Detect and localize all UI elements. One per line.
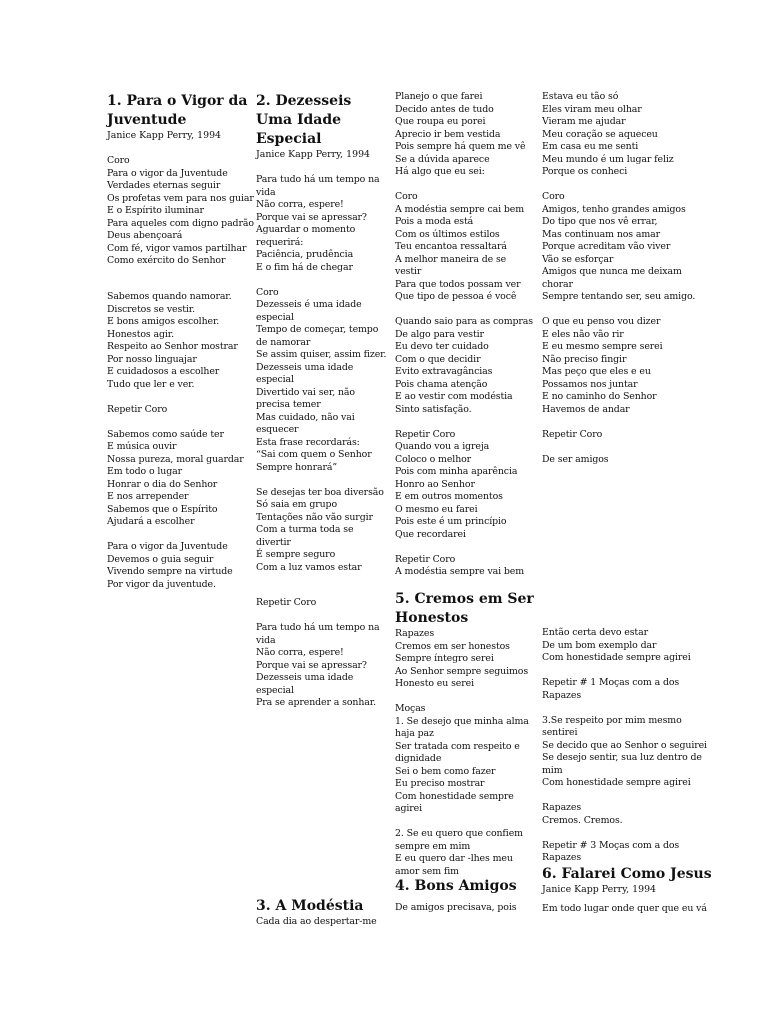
lyric-line: precisa temer <box>256 399 321 410</box>
lyric-line: especial <box>256 311 294 323</box>
lyric-line: Dezesseis é uma idade <box>256 299 362 310</box>
lyric-line: Se decido que ao Senhor o seguirei <box>542 739 707 751</box>
lyric-line: E eu mesmo sempre serei <box>542 341 663 352</box>
lyric-line: E bons amigos escolher. <box>107 316 220 327</box>
lyric-line: mim <box>542 764 563 776</box>
lyric-line: É sempre seguro <box>256 549 336 560</box>
lyric-line: Mas continuam nos amar <box>542 228 661 240</box>
lyric-line: E ao vestir com modéstia <box>395 391 513 402</box>
song-3-continued <box>395 91 535 579</box>
lyric-line: Quando vou a igreja <box>395 441 490 452</box>
lyric-line: Havemos de andar <box>542 403 630 415</box>
lyric-line: Há algo que eu sei: <box>395 166 485 177</box>
lyric-line: Pois com minha aparência <box>395 466 518 477</box>
song-2 <box>256 92 396 574</box>
lyric-line: Ajudará a escolher <box>107 516 195 527</box>
lyric-line: Com honestidade sempre agirei <box>542 652 691 663</box>
lyric-line: Se desejo sentir, sua luz dentro de <box>542 752 702 763</box>
lyric-line: Repetir # 3 Moças com a dos <box>542 839 680 851</box>
lyric-line: Só saia em grupo <box>256 499 337 510</box>
lyric-line: Divertido vai ser, não <box>256 386 355 398</box>
lyric-line: Meu coração se aqueceu <box>542 128 658 140</box>
lyric-line: Honrar o dia do Senhor <box>107 478 218 490</box>
lyric-line: sempre em mim <box>395 840 471 852</box>
lyric-line: Honesto eu serei <box>395 678 474 689</box>
lyric-line: Planejo o que farei <box>395 91 483 102</box>
lyric-line: A modéstia sempre cai bem <box>395 203 524 215</box>
lyric-line: Meu mundo é um lugar feliz <box>542 153 674 165</box>
song-title: Uma Idade <box>256 112 342 128</box>
lyric-line: Honestos agir. <box>107 328 175 340</box>
lyric-line: Deus abençoará <box>107 230 183 241</box>
stanza-gap <box>107 529 247 542</box>
lyric-line: Tentações não vão surgir <box>256 511 373 523</box>
lyric-line: Amigos, tenho grandes amigos <box>542 203 686 215</box>
lyric-line: Com o que decidir <box>395 353 481 365</box>
lyric-line: E no caminho do Senhor <box>542 391 657 402</box>
stanza-gap <box>395 691 535 704</box>
song-title: Juventude <box>107 112 187 128</box>
lyric-line: Para tudo há um tempo na <box>256 174 380 185</box>
stanza-gap <box>542 827 682 840</box>
lyric-line: Sei o bem como fazer <box>395 765 496 777</box>
stanza-gap <box>107 143 247 156</box>
stanza-gap <box>107 391 247 404</box>
lyric-line: 1. Se desejo que minha alma <box>395 715 529 727</box>
lyric-line: Rapazes <box>542 689 582 701</box>
lyric-line: Eu preciso mostrar <box>395 778 485 789</box>
song-title: Honestos <box>395 610 469 626</box>
song-title: 3. A Modéstia <box>256 898 364 914</box>
lyric-line: 2. Se eu quero que confiem <box>395 828 523 839</box>
stanza-gap <box>395 179 535 192</box>
stanza-gap <box>542 790 682 803</box>
song-title: 1. Para o Vigor da <box>107 93 248 109</box>
lyric-line: A melhor maneira de se <box>395 253 507 265</box>
lyric-line: Não preciso fingir <box>542 353 627 365</box>
lyric-line: Esta frase recordarás: <box>256 436 360 448</box>
lyric-line: A modéstia sempre vai bem <box>395 566 525 577</box>
lyric-line: Com honestidade sempre <box>395 790 514 802</box>
lyric-line: Como exército do Senhor <box>107 255 226 266</box>
song-1-continued <box>107 291 247 591</box>
lyric-line: E eles não vão rir <box>542 328 624 340</box>
lyric-line: Não corra, espere! <box>256 647 344 658</box>
song-lyrics <box>395 91 535 579</box>
song-lyrics <box>107 143 254 268</box>
lyric-line: Então certa devo estar <box>542 627 648 638</box>
lyric-line: Decido antes de tudo <box>395 103 494 115</box>
lyric-line: Com a luz vamos estar <box>256 561 362 573</box>
lyric-line: Teu encantoa ressaltará <box>395 241 507 252</box>
lyric-line: Coro <box>395 191 418 202</box>
lyric-line: Moças <box>395 703 426 714</box>
lyric-line: Pra se aprender a sonhar. <box>256 697 376 708</box>
lyric-line: Para aqueles com digno padrão <box>107 217 254 229</box>
song-lyrics <box>542 91 696 466</box>
lyric-line: divertir <box>256 536 291 548</box>
song-5 <box>395 590 535 878</box>
lyric-line: E o Espírito iluminar <box>107 205 204 216</box>
stanza-gap <box>542 441 682 454</box>
lyric-line: vida <box>256 634 276 646</box>
lyric-line: Repetir Coro <box>542 428 603 440</box>
lyric-line: Com os últimos estilos <box>395 228 500 240</box>
stanza-gap <box>542 179 682 192</box>
lyric-line: Para que todos possam ver <box>395 278 521 290</box>
lyric-line: Com fé, vigor vamos partilhar <box>107 242 247 254</box>
song-author: Janice Kapp Perry, 1994 <box>256 149 371 160</box>
song-2-continued <box>256 597 396 710</box>
lyric-line: Evito extravagâncias <box>395 366 493 377</box>
lyric-line: Sabemos quando namorar. <box>107 291 232 302</box>
song-4 <box>395 877 535 915</box>
lyric-line: Respeito ao Senhor mostrar <box>107 341 238 352</box>
lyric-line: de namorar <box>256 336 311 348</box>
lyric-line: E eu quero dar -lhes meu <box>395 853 513 864</box>
lyric-line: Sempre honrará” <box>256 461 338 473</box>
song-5-continued <box>542 627 707 865</box>
lyric-line: Que tipo de pessoa é você <box>395 291 517 302</box>
lyric-line: Rapazes <box>542 852 582 863</box>
lyric-line: Mas peço que eles e eu <box>542 366 651 377</box>
song-title: Especial <box>256 131 322 147</box>
stanza-gap <box>256 474 396 487</box>
lyric-line: Por nosso linguajar <box>107 353 197 365</box>
lyric-line: O que eu penso vou dizer <box>542 316 661 327</box>
lyric-line: Cada dia ao despertar-me <box>256 916 377 927</box>
lyric-line: Ao Senhor sempre seguimos <box>395 665 529 677</box>
lyric-line: Coro <box>256 286 279 298</box>
lyric-line: Vão se esforçar <box>542 253 614 265</box>
song-author: Janice Kapp Perry, 1994 <box>542 884 657 895</box>
lyric-line: Tempo de começar, tempo <box>256 324 379 335</box>
lyric-line: Do tipo que nos vê errar, <box>542 216 658 227</box>
lyric-line: Para o vigor da Juventude <box>107 541 228 552</box>
lyric-line: Com honestidade sempre agirei <box>542 777 691 788</box>
stanza-gap <box>256 610 396 623</box>
lyric-line: Pois a moda está <box>395 216 474 227</box>
lyric-line: Coro <box>107 155 130 166</box>
lyric-line: Rapazes <box>542 802 582 813</box>
lyric-line: Dezesseis uma idade <box>256 672 354 683</box>
lyric-line: Por vigor da juventude. <box>107 578 216 590</box>
lyric-line: Que roupa eu porei <box>395 116 486 127</box>
lyric-line: Se a dúvida aparece <box>395 153 490 165</box>
lyric-line: Devemos o guia seguir <box>107 553 214 565</box>
lyric-line: Porque vai se apressar? <box>256 211 367 223</box>
lyric-line: vida <box>256 186 276 198</box>
lyric-line: Verdades eternas seguir <box>107 180 221 191</box>
lyric-line: Que recordarei <box>395 528 466 540</box>
lyric-line: O mesmo eu farei <box>395 503 478 515</box>
song-lyrics <box>107 291 247 591</box>
lyric-line: Mas cuidado, não vai <box>256 411 355 423</box>
song-lyrics <box>542 627 707 865</box>
lyric-line: Eles viram meu olhar <box>542 103 642 115</box>
lyric-line: Eu devo ter cuidado <box>395 341 489 352</box>
lyric-line: Sempre tentando ser, seu amigo. <box>542 291 696 302</box>
lyric-line: Porque os conheci <box>542 166 628 177</box>
stanza-gap <box>395 304 535 317</box>
lyric-line: Porque acreditam vão viver <box>542 241 671 252</box>
song-title: 5. Cremos em Ser <box>395 591 534 607</box>
lyric-line: E cuidadosos a escolher <box>107 366 220 377</box>
lyric-line: Cremos. Cremos. <box>542 814 623 826</box>
song-3 <box>256 897 396 929</box>
lyric-line: requerirá: <box>256 236 304 248</box>
lyric-line: Em casa eu me senti <box>542 141 639 152</box>
stanza-gap <box>542 416 682 429</box>
lyric-line: Rapazes <box>395 628 435 639</box>
song-1 <box>107 92 254 268</box>
song-lyrics <box>395 628 535 878</box>
lyric-line: Discretos se vestir. <box>107 303 195 315</box>
lyric-line: Coro <box>542 191 565 202</box>
lyric-line: Repetir Coro <box>107 403 168 415</box>
lyric-line: Paciência, prudência <box>256 249 354 260</box>
lyric-line: Possamos nos juntar <box>542 378 638 390</box>
lyric-line: sentirei <box>542 727 578 738</box>
lyric-line: Repetir Coro <box>256 597 317 608</box>
lyric-line: vestir <box>395 266 422 277</box>
lyric-line: E nos arrepender <box>107 491 189 502</box>
lyric-line: 3.Se respeito por mim mesmo <box>542 714 682 726</box>
stanza-gap <box>542 665 682 678</box>
lyric-line: De um bom exemplo dar <box>542 639 657 651</box>
stanza-gap <box>256 162 396 175</box>
lyric-line: Porque vai se apressar? <box>256 659 367 671</box>
lyric-line: Tudo que ler e ver. <box>107 378 195 390</box>
lyric-line: Não corra, espere! <box>256 199 344 210</box>
lyric-line: Sabemos como saúde ter <box>107 428 224 440</box>
lyric-line: Dezesseis uma idade <box>256 361 354 373</box>
song-lyrics <box>256 162 396 575</box>
lyric-line: E o fim há de chegar <box>256 261 353 273</box>
lyric-line: Ser tratada com respeito e <box>395 740 520 752</box>
lyric-line: Sinto satisfação. <box>395 403 472 415</box>
lyric-line: Repetir # 1 Moças com a dos <box>542 677 680 688</box>
song-4-continued <box>542 91 696 466</box>
lyric-line: De ser amigos <box>542 453 609 465</box>
lyric-line: Para o vigor da Juventude <box>107 167 228 179</box>
stanza-gap <box>542 304 682 317</box>
lyric-line: E música ouvir <box>107 441 177 452</box>
song-title: 4. Bons Amigos <box>395 878 517 894</box>
lyric-line: Sempre íntegro serei <box>395 653 494 664</box>
lyric-line: Cremos em ser honestos <box>395 640 510 652</box>
song-author: Janice Kapp Perry, 1994 <box>107 130 222 141</box>
lyric-line: Nossa pureza, moral guardar <box>107 453 244 465</box>
lyric-line: E em outros momentos <box>395 491 503 502</box>
lyric-line: Honro ao Senhor <box>395 478 475 490</box>
lyric-line: De amigos precisava, pois <box>395 902 517 913</box>
lyric-line: Pois este é um princípio <box>395 516 507 527</box>
lyric-line: Vieram me ajudar <box>542 116 626 127</box>
song-6 <box>542 865 712 915</box>
lyric-line: Para tudo há um tempo na <box>256 622 380 633</box>
lyric-line: amor sem fim <box>395 865 459 877</box>
lyric-line: esquecer <box>256 424 299 435</box>
lyric-line: Aprecio ir bem vestida <box>395 128 501 140</box>
lyric-line: Vivendo sempre na virtude <box>107 566 233 577</box>
lyric-line: Quando saio para as compras <box>395 316 533 327</box>
lyric-line: Coloco o melhor <box>395 453 472 465</box>
lyric-line: haja paz <box>395 728 434 739</box>
lyric-line: Repetir Coro <box>395 553 456 565</box>
song-title: 6. Falarei Como Jesus <box>542 866 712 882</box>
lyric-line: chorar <box>542 278 573 290</box>
lyric-line: Com a turma toda se <box>256 524 354 535</box>
stanza-gap <box>542 702 682 715</box>
lyric-line: Repetir Coro <box>395 428 456 440</box>
lyric-line: Pois chama atenção <box>395 378 488 390</box>
lyric-line: Amigos que nunca me deixam <box>542 266 682 277</box>
lyric-line: Sabemos que o Espírito <box>107 503 218 515</box>
lyric-line: Pois sempre há quem me vê <box>395 141 526 152</box>
lyric-line: Estava eu tão só <box>542 91 619 102</box>
song-title: 2. Dezesseis <box>256 93 352 109</box>
stanza-gap <box>395 541 535 554</box>
stanza-gap <box>256 274 396 287</box>
lyric-line: Aguardar o momento <box>256 224 356 235</box>
lyric-line: De algo para vestir <box>395 328 484 340</box>
lyric-line: Em todo lugar onde quer que eu vá <box>542 902 707 914</box>
lyric-line: Os profetas vem para nos guiar <box>107 192 254 204</box>
lyric-line: especial <box>256 684 294 696</box>
lyric-line: agirei <box>395 803 423 814</box>
stanza-gap <box>395 416 535 429</box>
stanza-gap <box>395 816 535 829</box>
lyric-line: especial <box>256 374 294 385</box>
lyric-line: dignidade <box>395 753 442 764</box>
stanza-gap <box>107 416 247 429</box>
lyric-line: Se assim quiser, assim fizer. <box>256 349 387 360</box>
lyric-line: “Sai com quem o Senhor <box>256 449 372 460</box>
lyric-line: Em todo o lugar <box>107 466 182 477</box>
lyric-line: Se desejas ter boa diversão <box>256 486 384 498</box>
song-lyrics <box>256 597 396 710</box>
